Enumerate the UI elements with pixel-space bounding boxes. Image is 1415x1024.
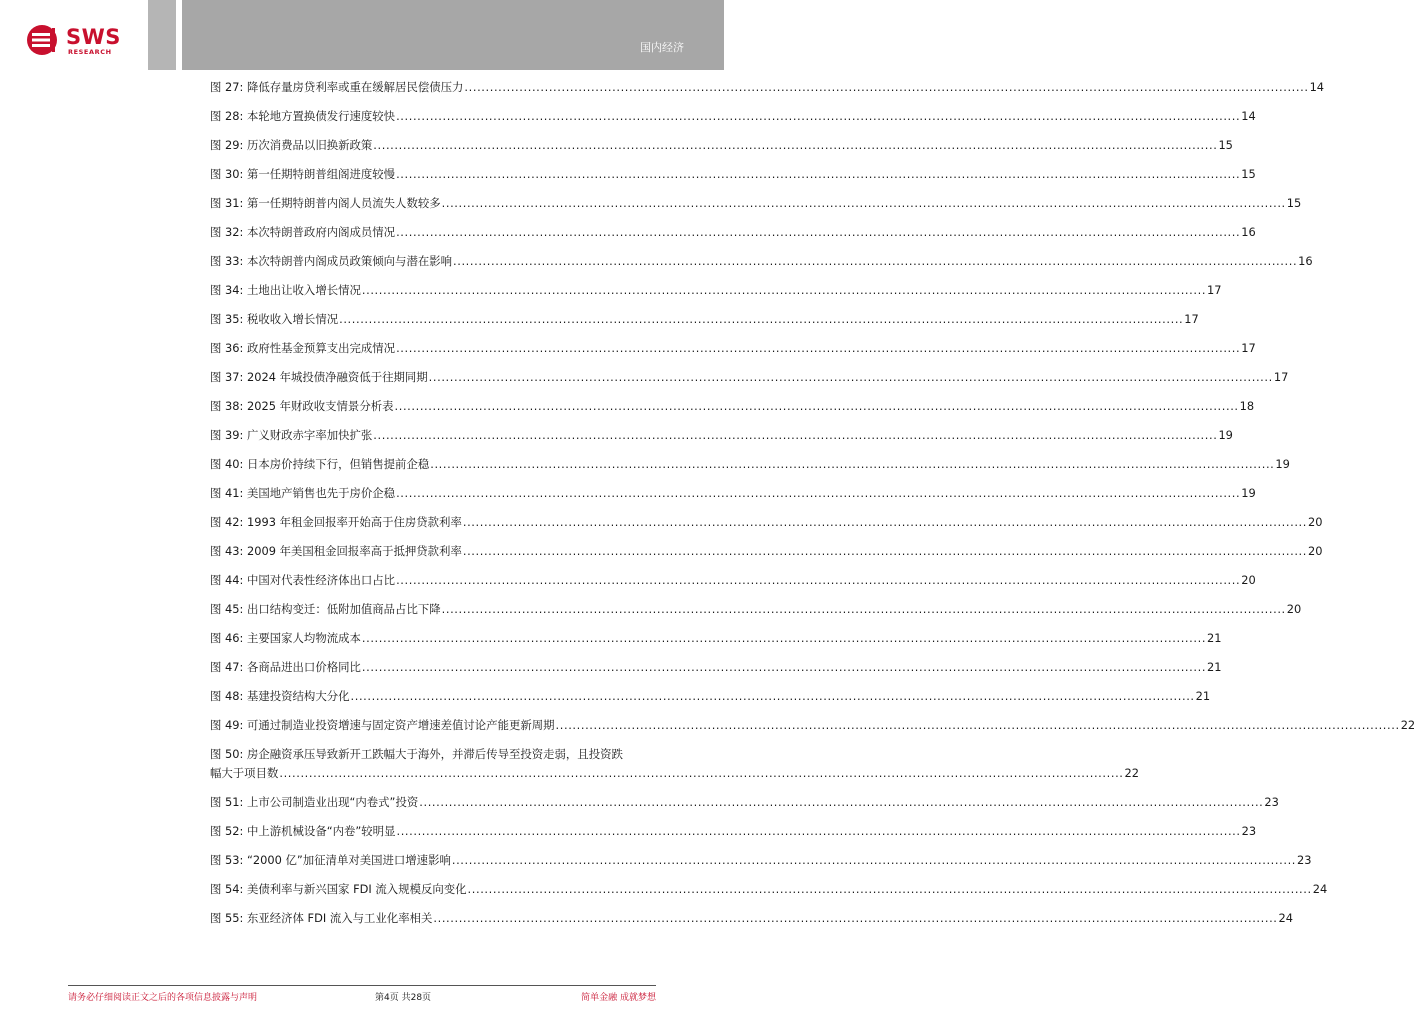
toc-leader-dots: ........................................................................................................................................................................................................ <box>451 853 1297 867</box>
toc-entry[interactable] <box>210 795 1279 809</box>
toc-entry[interactable] <box>210 824 1257 838</box>
toc-entry-text <box>210 109 395 123</box>
toc-entry-text <box>210 399 394 413</box>
footer-divider <box>68 985 656 986</box>
toc-entry-page: 15 <box>1286 196 1302 210</box>
table-of-figures <box>210 80 1415 940</box>
toc-entry[interactable] <box>210 399 1255 413</box>
toc-entry-label: 图 37: <box>210 370 244 384</box>
toc-entry-text <box>210 544 462 558</box>
toc-entry-page: 21 <box>1207 660 1222 674</box>
toc-leader-dots: ........................................................................................................................................................................................................ <box>430 457 1275 471</box>
toc-leader-dots: ........................................................................................................................................................................................................ <box>419 795 1264 809</box>
toc-entry[interactable] <box>210 544 1323 558</box>
toc-entry-text <box>210 660 361 674</box>
toc-entry-label: 图 50: <box>210 747 244 761</box>
brand-logo <box>0 0 148 70</box>
toc-entry-title: 基建投资结构大分化 <box>246 689 350 703</box>
toc-entry-text <box>210 225 395 239</box>
toc-entry-page: 24 <box>1312 882 1328 896</box>
toc-entry-page: 17 <box>1241 341 1256 355</box>
toc-entry-label: 图 30: <box>210 167 244 181</box>
toc-entry[interactable] <box>210 457 1290 471</box>
toc-entry[interactable] <box>210 283 1222 297</box>
toc-entry-page: 23 <box>1297 853 1312 867</box>
toc-entry-text <box>210 718 555 732</box>
toc-entry-label: 图 42: <box>210 515 244 529</box>
toc-entry-label: 图 48: <box>210 689 244 703</box>
toc-entry-text <box>210 341 395 355</box>
toc-entry-label: 图 45: <box>210 602 244 616</box>
toc-entry-label: 图 54: <box>210 882 244 896</box>
toc-entry-page: 22 <box>1124 766 1140 780</box>
toc-entry-title: 政府性基金预算支出完成情况 <box>246 341 396 355</box>
toc-entry-page: 23 <box>1241 824 1257 838</box>
toc-entry-page: 15 <box>1218 138 1233 152</box>
toc-entry-title: 税收收入增长情况 <box>246 312 339 326</box>
toc-entry-label: 图 44: <box>210 573 244 587</box>
toc-entry[interactable] <box>210 109 1256 123</box>
toc-entry-title: 降低存量房贷利率或重在缓解居民偿债压力 <box>246 80 464 94</box>
toc-leader-dots: ........................................................................................................................................................................................................ <box>453 254 1298 268</box>
toc-entry-text <box>210 689 350 703</box>
toc-entry-title: 出口结构变迁：低附加值商品占比下降 <box>246 602 441 616</box>
toc-entry-title: 历次消费品以旧换新政策 <box>246 138 373 152</box>
toc-entry[interactable] <box>210 718 1415 732</box>
toc-entry[interactable] <box>210 573 1256 587</box>
toc-entry-page: 19 <box>1218 428 1233 442</box>
toc-leader-dots: ........................................................................................................................................................................................................ <box>361 631 1207 645</box>
toc-entry-title: 第一任期特朗普组阁进度较慢 <box>246 167 396 181</box>
footer-slogan: 简单金融 成就梦想 <box>581 993 656 1003</box>
toc-entry-label: 图 39: <box>210 428 244 442</box>
toc-entry-label: 图 40: <box>210 457 244 471</box>
toc-entry-label: 图 55: <box>210 911 244 925</box>
toc-entry-title: 房企融资承压导致新开工跌幅大于海外，并滞后传导至投资走弱，且投资跌 <box>246 747 623 761</box>
header-banner <box>182 0 724 70</box>
toc-leader-dots: ........................................................................................................................................................................................................ <box>396 167 1241 181</box>
toc-entry-label: 图 29: <box>210 138 244 152</box>
toc-entry-text <box>210 853 451 867</box>
toc-leader-dots: ........................................................................................................................................................................................................ <box>555 718 1400 732</box>
toc-entry-text <box>210 312 338 326</box>
toc-entry-text <box>210 167 395 181</box>
toc-entry-page: 16 <box>1241 225 1256 239</box>
toc-entry-text <box>210 196 441 210</box>
toc-leader-dots: ........................................................................................................................................................................................................ <box>361 660 1207 674</box>
toc-entry-page: 21 <box>1195 689 1211 703</box>
toc-entry-label: 图 43: <box>210 544 244 558</box>
toc-entry-line <box>210 766 1140 780</box>
toc-leader-dots: ........................................................................................................................................................................................................ <box>396 573 1241 587</box>
toc-entry-title: 中上游机械设备“内卷”较明显 <box>246 824 396 838</box>
toc-entry-page: 20 <box>1308 544 1323 558</box>
toc-entry[interactable] <box>210 602 1302 616</box>
toc-entry-label: 图 51: <box>210 795 244 809</box>
toc-entry-title: 本次特朗普内阁成员政策倾向与潜在影响 <box>246 254 453 268</box>
toc-entry[interactable] <box>210 911 1294 925</box>
toc-entry-title: 第一任期特朗普内阁人员流失人数较多 <box>246 196 441 210</box>
toc-entry-text <box>210 515 462 529</box>
footer-disclaimer[interactable]: 请务必仔细阅读正文之后的各项信息披露与声明 <box>68 993 258 1003</box>
header-divider-bar <box>148 0 176 70</box>
toc-entry[interactable] <box>210 312 1199 326</box>
toc-entry-page: 15 <box>1241 167 1256 181</box>
toc-entry-title: 上市公司制造业出现“内卷式”投资 <box>246 795 419 809</box>
toc-entry-text <box>210 457 429 471</box>
toc-leader-dots: ........................................................................................................................................................................................................ <box>428 370 1273 384</box>
toc-entry-text <box>210 486 395 500</box>
toc-entry-page: 16 <box>1298 254 1313 268</box>
toc-entry-title: 可通过制造业投资增速与固定资产增速差值讨论产能更新周期 <box>246 718 555 732</box>
toc-entry-page: 17 <box>1207 283 1222 297</box>
toc-entry-title: 美国地产销售也先于房价企稳 <box>246 486 396 500</box>
toc-entry[interactable] <box>210 167 1256 181</box>
toc-entry-label: 图 41: <box>210 486 244 500</box>
toc-entry-label: 图 52: <box>210 824 244 838</box>
toc-entry-text <box>210 573 395 587</box>
toc-entry-label: 图 49: <box>210 718 244 732</box>
toc-leader-dots: ........................................................................................................................................................................................................ <box>339 312 1184 326</box>
toc-leader-dots: ........................................................................................................................................................................................................ <box>464 80 1309 94</box>
toc-entry-page: 24 <box>1278 911 1294 925</box>
toc-leader-dots: ........................................................................................................................................................................................................ <box>462 515 1307 529</box>
brand-name: SWS <box>66 25 121 49</box>
toc-entry-title: 东亚经济体 FDI 流入与工业化率相关 <box>246 911 433 925</box>
toc-entry-label: 图 47: <box>210 660 244 674</box>
toc-entry-title-cont: 幅大于项目数 <box>210 766 279 780</box>
toc-entry-text <box>210 283 361 297</box>
toc-entry-title: 本次特朗普政府内阁成员情况 <box>246 225 396 239</box>
toc-entry[interactable] <box>210 254 1313 268</box>
toc-entry-text <box>210 428 372 442</box>
toc-entry[interactable] <box>210 370 1289 384</box>
toc-entry-text <box>210 138 372 152</box>
toc-entry-title: 本轮地方置换债发行速度较快 <box>246 109 396 123</box>
toc-entry[interactable] <box>210 515 1323 529</box>
toc-entry-label: 图 31: <box>210 196 244 210</box>
toc-entry-title: 中国对代表性经济体出口占比 <box>246 573 396 587</box>
toc-entry-title: 主要国家人均物流成本 <box>246 631 361 645</box>
toc-entry[interactable] <box>210 660 1222 674</box>
toc-entry-title: 日本房价持续下行，但销售提前企稳 <box>246 457 430 471</box>
toc-entry-line <box>210 747 654 761</box>
toc-entry-text <box>210 911 432 925</box>
section-title: 国内经济 <box>640 41 684 54</box>
toc-entry-title: 2009 年美国租金回报率高于抵押贷款利率 <box>246 544 462 558</box>
sws-logo-icon <box>26 24 66 56</box>
toc-leader-dots: ........................................................................................................................................................................................................ <box>441 196 1286 210</box>
toc-entry[interactable] <box>210 486 1256 500</box>
toc-entry-label: 图 33: <box>210 254 244 268</box>
toc-entry-text <box>210 631 361 645</box>
toc-entry-label: 图 28: <box>210 109 244 123</box>
toc-leader-dots: ........................................................................................................................................................................................................ <box>396 225 1241 239</box>
toc-entry-page: 20 <box>1308 515 1323 529</box>
toc-leader-dots: ........................................................................................................................................................................................................ <box>361 283 1207 297</box>
page-number: 第4页 共28页 <box>375 993 432 1003</box>
toc-entry[interactable] <box>210 138 1233 152</box>
toc-entry-title: 广义财政赤字率加快扩张 <box>246 428 373 442</box>
toc-leader-dots: ........................................................................................................................................................................................................ <box>396 486 1241 500</box>
toc-entry-text <box>210 882 467 896</box>
toc-leader-dots: ........................................................................................................................................................................................................ <box>467 882 1312 896</box>
toc-leader-dots: ........................................................................................................................................................................................................ <box>433 911 1278 925</box>
toc-entry-text <box>210 370 428 384</box>
toc-entry-title: 土地出让收入增长情况 <box>246 283 361 297</box>
toc-leader-dots: ........................................................................................................................................................................................................ <box>373 138 1218 152</box>
toc-leader-dots: ........................................................................................................................................................................................................ <box>396 109 1241 123</box>
toc-entry-page: 14 <box>1241 109 1256 123</box>
toc-entry[interactable] <box>210 196 1302 210</box>
toc-leader-dots: ........................................................................................................................................................................................................ <box>441 602 1286 616</box>
toc-entry-title: 各商品进出口价格同比 <box>246 660 361 674</box>
toc-entry[interactable] <box>210 631 1222 645</box>
toc-entry-page: 17 <box>1184 312 1199 326</box>
toc-entry-page: 17 <box>1273 370 1289 384</box>
toc-entry-text <box>210 824 395 838</box>
toc-entry-title: 2025 年财政收支情景分析表 <box>246 399 394 413</box>
toc-entry-title: 1993 年租金回报率开始高于住房贷款利率 <box>246 515 462 529</box>
toc-entry-page: 21 <box>1207 631 1222 645</box>
toc-leader-dots: ........................................................................................................................................................................................................ <box>396 824 1241 838</box>
toc-leader-dots: ........................................................................................................................................................................................................ <box>396 341 1241 355</box>
toc-entry-label: 图 46: <box>210 631 244 645</box>
toc-leader-dots: ........................................................................................................................................................................................................ <box>462 544 1307 558</box>
toc-entry[interactable] <box>210 747 1140 780</box>
toc-entry[interactable] <box>210 689 1211 703</box>
toc-entry-title: “2000 亿”加征清单对美国进口增速影响 <box>246 853 451 867</box>
toc-entry-page: 20 <box>1241 573 1256 587</box>
toc-entry-page: 22 <box>1400 718 1415 732</box>
toc-entry-label: 图 32: <box>210 225 244 239</box>
toc-entry-text <box>210 254 452 268</box>
toc-entry[interactable] <box>210 853 1312 867</box>
toc-entry-text <box>210 80 463 94</box>
toc-entry-text <box>210 795 418 809</box>
toc-entry-text <box>210 602 441 616</box>
toc-entry-label: 图 36: <box>210 341 244 355</box>
toc-entry[interactable] <box>210 80 1325 94</box>
toc-entry-title: 2024 年城投债净融资低于往期同期 <box>246 370 428 384</box>
toc-entry-label: 图 35: <box>210 312 244 326</box>
toc-entry-page: 14 <box>1309 80 1325 94</box>
toc-entry-page: 18 <box>1239 399 1255 413</box>
toc-entry-label: 图 53: <box>210 853 244 867</box>
toc-entry-title: 美债利率与新兴国家 FDI 流入规模反向变化 <box>246 882 467 896</box>
toc-entry-label: 图 34: <box>210 283 244 297</box>
toc-entry[interactable] <box>210 428 1233 442</box>
toc-entry-label: 图 38: <box>210 399 244 413</box>
page-header <box>0 0 724 70</box>
toc-leader-dots: ........................................................................................................................................................................................................ <box>394 399 1239 413</box>
toc-entry-page: 19 <box>1241 486 1256 500</box>
brand-subtitle: RESEARCH <box>68 48 112 56</box>
toc-leader-dots: ........................................................................................................................................................................................................ <box>373 428 1218 442</box>
toc-entry[interactable] <box>210 225 1256 239</box>
toc-entry-page: 23 <box>1264 795 1279 809</box>
toc-leader-dots: ........................................................................................................................................................................................................ <box>279 766 1124 780</box>
toc-entry[interactable] <box>210 882 1328 896</box>
toc-entry-page: 19 <box>1275 457 1290 471</box>
toc-entry-page: 20 <box>1286 602 1302 616</box>
toc-leader-dots: ........................................................................................................................................................................................................ <box>350 689 1195 703</box>
toc-entry[interactable] <box>210 341 1256 355</box>
toc-entry-label: 图 27: <box>210 80 244 94</box>
